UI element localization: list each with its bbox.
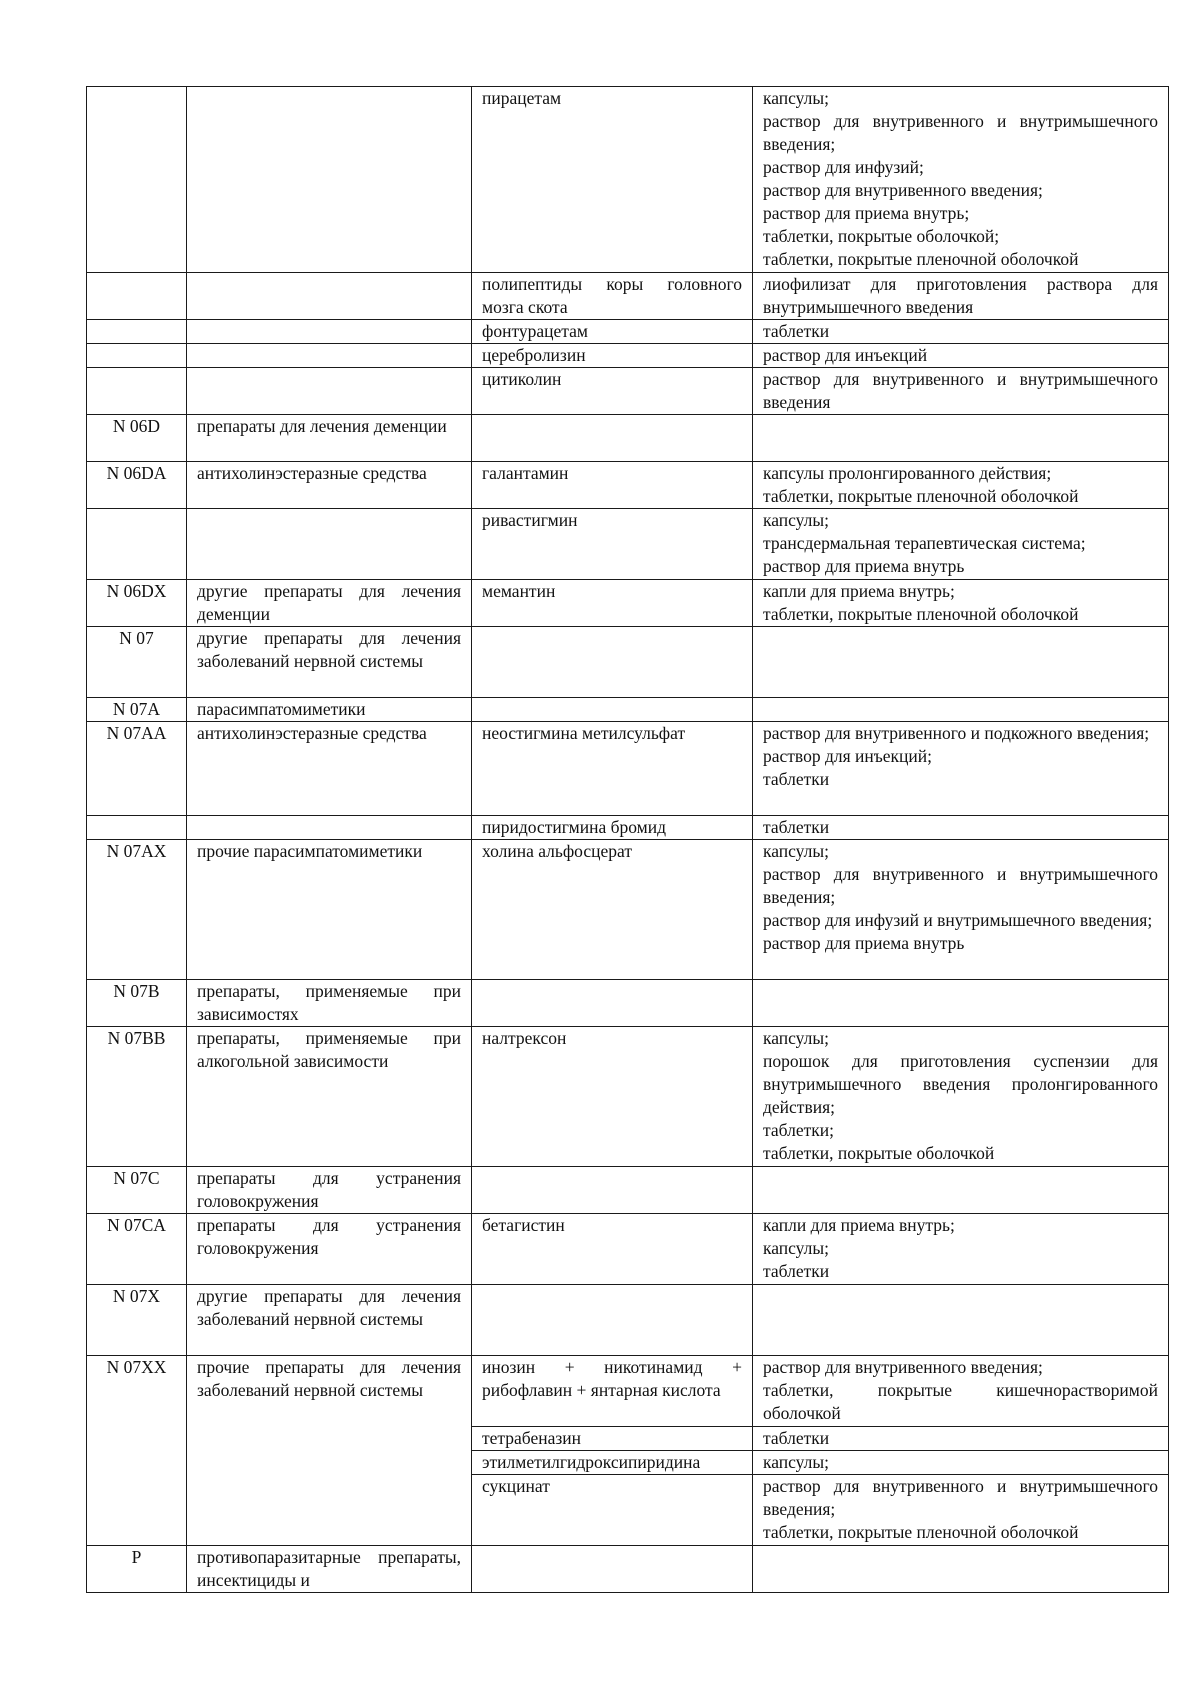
drug-name: полипептиды коры головного мозга скота <box>482 274 742 317</box>
table-row <box>87 840 1169 980</box>
group-name-cell <box>187 87 472 273</box>
drug-name: инозин + никотинамид + рибофлавин + янтарная кислота <box>482 1357 742 1400</box>
group-name: препараты для лечения деменции <box>197 416 447 436</box>
drug-name-cell <box>472 627 753 698</box>
dosage-form-cell <box>753 87 1169 273</box>
atc-code-cell <box>87 462 187 509</box>
group-name-cell <box>187 980 472 1027</box>
drug-name-cell <box>472 1214 753 1285</box>
table-row <box>87 415 1169 462</box>
group-name: препараты, применяемые при алкогольной зависимости <box>197 1028 461 1071</box>
drug-name: налтрексон <box>482 1028 567 1048</box>
group-name-cell <box>187 1285 472 1356</box>
drug-name-cell <box>472 980 753 1027</box>
drug-name-cell <box>472 1475 753 1546</box>
atc-code-cell <box>87 1546 187 1593</box>
group-name: препараты, применяемые при зависимостях <box>197 981 461 1024</box>
dosage-form: таблетки; <box>763 1120 834 1140</box>
drug-name-cell <box>472 1356 753 1427</box>
table-row <box>87 980 1169 1027</box>
dosage-form-cell <box>753 1027 1169 1167</box>
dosage-form: капли для приема внутрь; <box>763 581 955 601</box>
drug-name: мемантин <box>482 581 556 601</box>
dosage-form-cell <box>753 509 1169 580</box>
table-row <box>87 344 1169 368</box>
atc-code: N 07XX <box>106 1357 167 1377</box>
dosage-form-cell <box>753 344 1169 368</box>
dosage-form-cell <box>753 1475 1169 1546</box>
group-name-cell <box>187 816 472 840</box>
dosage-form: таблетки <box>763 1261 830 1281</box>
dosage-form: раствор для внутривенного и внутримышечного введения; <box>763 111 1158 154</box>
atc-code: N 07X <box>112 1286 161 1306</box>
atc-code-cell <box>87 722 187 816</box>
dosage-form: раствор для внутривенного введения; <box>763 180 1043 200</box>
group-name: другие препараты для лечения заболеваний нервной системы <box>197 628 461 671</box>
group-name-cell <box>187 1546 472 1593</box>
group-name: другие препараты для лечения деменции <box>197 581 461 624</box>
drug-name: сукцинат <box>482 1476 550 1496</box>
atc-code-cell <box>87 1214 187 1285</box>
group-name: прочие парасимпатомиметики <box>197 841 423 861</box>
drug-name: цитиколин <box>482 369 562 389</box>
dosage-form: таблетки <box>763 321 830 341</box>
dosage-form: раствор для внутривенного и внутримышечного введения; <box>763 1476 1158 1519</box>
dosage-form-cell <box>753 1167 1169 1214</box>
drug-name-cell <box>472 344 753 368</box>
group-name-cell <box>187 722 472 816</box>
group-name-cell <box>187 368 472 415</box>
drug-name: неостигмина метилсульфат <box>482 723 686 743</box>
atc-code-cell <box>87 1027 187 1167</box>
dosage-form: капсулы; <box>763 510 830 530</box>
drug-name-cell <box>472 368 753 415</box>
drug-name: галантамин <box>482 463 569 483</box>
atc-code-cell <box>87 87 187 273</box>
atc-code-cell <box>87 1285 187 1356</box>
atc-code: N 06D <box>112 416 161 436</box>
table-row <box>87 368 1169 415</box>
dosage-form-cell <box>753 580 1169 627</box>
dosage-form-cell <box>753 368 1169 415</box>
drug-name: пиридостигмина бромид <box>482 817 667 837</box>
group-name-cell <box>187 840 472 980</box>
drug-name: этилметилгидроксипиридина <box>482 1452 701 1472</box>
drug-name-cell <box>472 509 753 580</box>
dosage-form-cell <box>753 980 1169 1027</box>
group-name-cell <box>187 320 472 344</box>
dosage-form-cell <box>753 722 1169 816</box>
atc-code: N 07AA <box>106 723 167 743</box>
atc-code: N 07A <box>112 699 161 719</box>
group-name-cell <box>187 1356 472 1546</box>
atc-code-cell <box>87 509 187 580</box>
drug-name: холина альфосцерат <box>482 841 632 861</box>
drug-name-cell <box>472 1167 753 1214</box>
table-row <box>87 273 1169 320</box>
dosage-form-cell <box>753 1356 1169 1427</box>
group-name: парасимпатомиметики <box>197 699 366 719</box>
drug-name-cell <box>472 87 753 273</box>
table-row <box>87 87 1169 273</box>
drug-name-cell <box>472 840 753 980</box>
table-row <box>87 627 1169 698</box>
table-row <box>87 320 1169 344</box>
drug-name-cell <box>472 1451 753 1475</box>
atc-code-cell <box>87 816 187 840</box>
dosage-form-cell <box>753 627 1169 698</box>
drug-name-cell <box>472 698 753 722</box>
table-row <box>87 462 1169 509</box>
atc-code-cell <box>87 980 187 1027</box>
drug-name-cell <box>472 1546 753 1593</box>
group-name-cell <box>187 1027 472 1167</box>
dosage-form: капсулы; <box>763 1028 830 1048</box>
group-name-cell <box>187 509 472 580</box>
atc-code-cell <box>87 344 187 368</box>
drug-name-cell <box>472 320 753 344</box>
dosage-form: раствор для приема внутрь <box>763 933 965 953</box>
atc-code-cell <box>87 273 187 320</box>
group-name: антихолинэстеразные средства <box>197 723 427 743</box>
table-row <box>87 1167 1169 1214</box>
atc-code: N 07BB <box>107 1028 166 1048</box>
dosage-form: раствор для инфузий; <box>763 157 924 177</box>
table-body <box>87 87 1169 1593</box>
table-row <box>87 509 1169 580</box>
dosage-form: таблетки, покрытые пленочной оболочкой <box>763 486 1079 506</box>
dosage-form-cell <box>753 1285 1169 1356</box>
dosage-form: раствор для внутривенного и внутримышечного введения <box>763 369 1158 412</box>
table-row <box>87 722 1169 816</box>
group-name-cell <box>187 344 472 368</box>
dosage-form: капсулы; <box>763 841 830 861</box>
group-name: другие препараты для лечения заболеваний нервной системы <box>197 1286 461 1329</box>
dosage-form: раствор для приема внутрь; <box>763 203 970 223</box>
dosage-form-cell <box>753 1546 1169 1593</box>
drug-name-cell <box>472 1285 753 1356</box>
group-name: препараты для устранения головокружения <box>197 1215 461 1258</box>
table-row <box>87 698 1169 722</box>
drug-name: фонтурацетам <box>482 321 588 341</box>
dosage-form: таблетки, покрытые оболочкой; <box>763 226 1000 246</box>
drug-list-table <box>86 86 1169 1593</box>
table-row <box>87 580 1169 627</box>
dosage-form-cell <box>753 840 1169 980</box>
dosage-form: таблетки, покрытые кишечнорастворимой оболочкой <box>763 1380 1158 1423</box>
atc-code-cell <box>87 368 187 415</box>
group-name: антихолинэстеразные средства <box>197 463 427 483</box>
dosage-form: таблетки, покрытые пленочной оболочкой <box>763 249 1079 269</box>
atc-code: P <box>131 1547 142 1567</box>
dosage-form: капсулы; <box>763 1452 830 1472</box>
atc-code: N 07CA <box>107 1215 166 1235</box>
dosage-form: таблетки <box>763 1428 830 1448</box>
drug-name-cell <box>472 722 753 816</box>
group-name-cell <box>187 627 472 698</box>
group-name-cell <box>187 580 472 627</box>
dosage-form: таблетки <box>763 817 830 837</box>
atc-code-cell <box>87 627 187 698</box>
group-name-cell <box>187 415 472 462</box>
atc-code-cell <box>87 698 187 722</box>
drug-name-cell <box>472 1027 753 1167</box>
table-row <box>87 1546 1169 1593</box>
dosage-form-cell <box>753 320 1169 344</box>
atc-code: N 06DA <box>106 463 167 483</box>
group-name-cell <box>187 273 472 320</box>
atc-code-cell <box>87 1167 187 1214</box>
dosage-form-cell <box>753 1427 1169 1451</box>
drug-name: церебролизин <box>482 345 586 365</box>
table-row <box>87 1356 1169 1427</box>
dosage-form: раствор для инъекций <box>763 345 928 365</box>
drug-name-cell <box>472 273 753 320</box>
atc-code: N 07AX <box>106 841 167 861</box>
drug-name: бетагистин <box>482 1215 565 1235</box>
group-name: противопаразитарные препараты, инсектициды и <box>197 1547 461 1590</box>
dosage-form: капли для приема внутрь; <box>763 1215 955 1235</box>
dosage-form-cell <box>753 698 1169 722</box>
dosage-form: раствор для приема внутрь <box>763 556 965 576</box>
dosage-form-cell <box>753 273 1169 320</box>
dosage-form: порошок для приготовления суспензии для внутримышечного введения пролонгированного действия; <box>763 1051 1158 1117</box>
drug-name: пирацетам <box>482 88 562 108</box>
dosage-form: лиофилизат для приготовления раствора для внутримышечного введения <box>763 274 1158 317</box>
dosage-form: капсулы; <box>763 88 830 108</box>
group-name-cell <box>187 462 472 509</box>
dosage-form-cell <box>753 415 1169 462</box>
dosage-form: трансдермальная терапевтическая система; <box>763 533 1086 553</box>
dosage-form-cell <box>753 1451 1169 1475</box>
drug-name-cell <box>472 1427 753 1451</box>
group-name-cell <box>187 698 472 722</box>
table-row <box>87 1214 1169 1285</box>
dosage-form: раствор для инфузий и внутримышечного введения; <box>763 910 1153 930</box>
drug-name-cell <box>472 816 753 840</box>
dosage-form-cell <box>753 1214 1169 1285</box>
table-row <box>87 816 1169 840</box>
atc-code-cell <box>87 580 187 627</box>
drug-name-cell <box>472 580 753 627</box>
dosage-form-cell <box>753 462 1169 509</box>
group-name-cell <box>187 1214 472 1285</box>
dosage-form: раствор для внутривенного введения; <box>763 1357 1043 1377</box>
dosage-form: раствор для внутривенного и внутримышечного введения; <box>763 864 1158 907</box>
atc-code: N 06DX <box>106 581 167 601</box>
dosage-form: таблетки <box>763 769 830 789</box>
dosage-form: таблетки, покрытые оболочкой <box>763 1143 995 1163</box>
drug-name-cell <box>472 462 753 509</box>
dosage-form: таблетки, покрытые пленочной оболочкой <box>763 604 1079 624</box>
atc-code: N 07B <box>113 981 160 1001</box>
atc-code-cell <box>87 1356 187 1546</box>
dosage-form: капсулы; <box>763 1238 830 1258</box>
group-name: прочие препараты для лечения заболеваний нервной системы <box>197 1357 461 1400</box>
drug-name-cell <box>472 415 753 462</box>
atc-code-cell <box>87 840 187 980</box>
dosage-form: раствор для инъекций; <box>763 746 933 766</box>
table-row <box>87 1027 1169 1167</box>
dosage-form: таблетки, покрытые пленочной оболочкой <box>763 1522 1079 1542</box>
group-name-cell <box>187 1167 472 1214</box>
group-name: препараты для устранения головокружения <box>197 1168 461 1211</box>
atc-code-cell <box>87 320 187 344</box>
atc-code: N 07 <box>119 628 154 648</box>
table-row <box>87 1285 1169 1356</box>
dosage-form: капсулы пролонгированного действия; <box>763 463 1052 483</box>
dosage-form: раствор для внутривенного и подкожного введения; <box>763 723 1150 743</box>
drug-name: тетрабеназин <box>482 1428 582 1448</box>
drug-name: ривастигмин <box>482 510 578 530</box>
atc-code-cell <box>87 415 187 462</box>
atc-code: N 07C <box>113 1168 160 1188</box>
dosage-form-cell <box>753 816 1169 840</box>
